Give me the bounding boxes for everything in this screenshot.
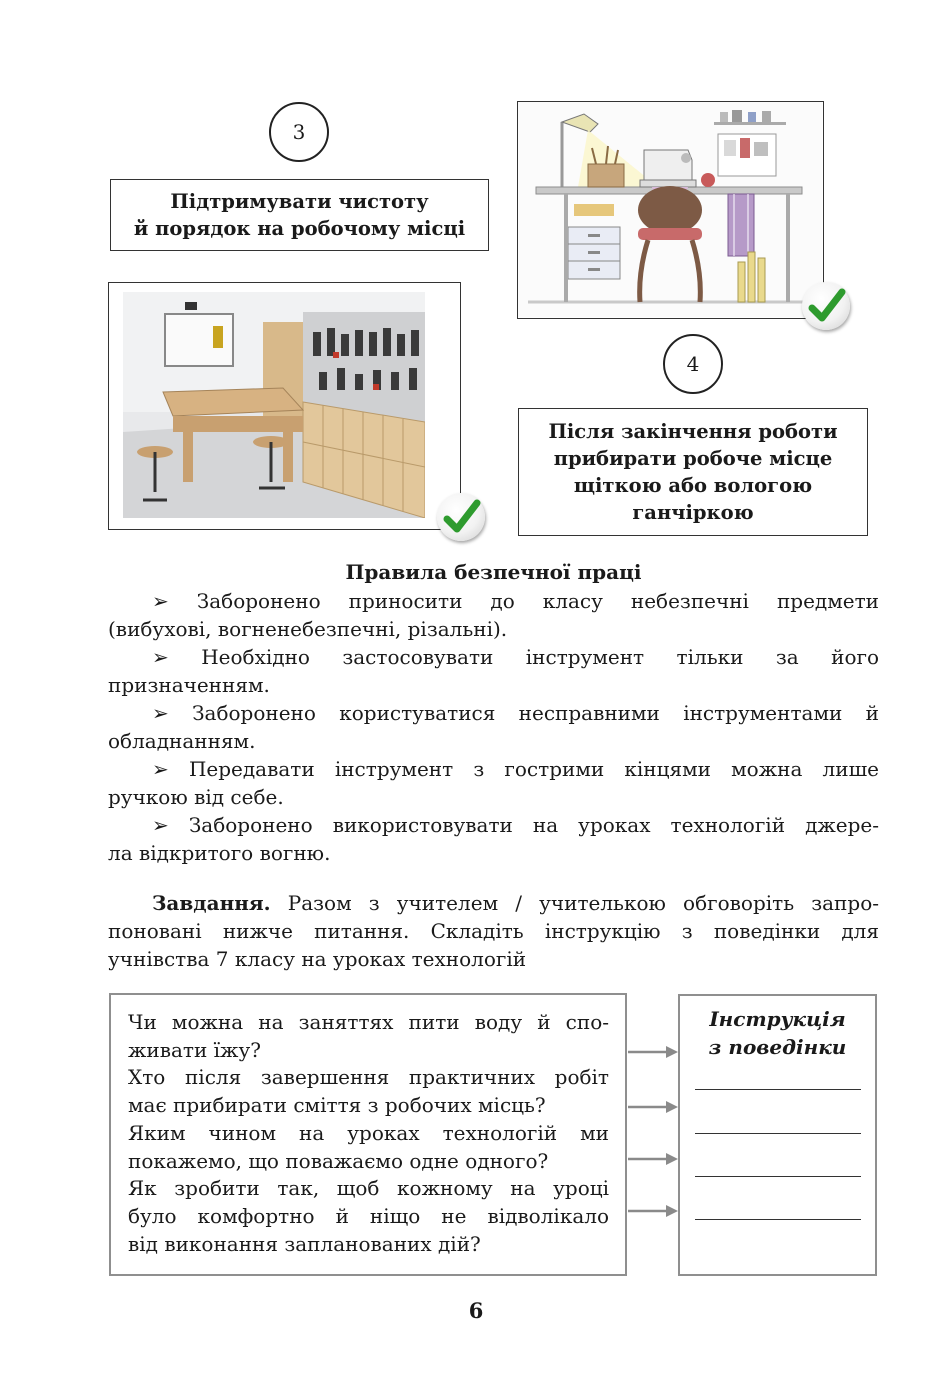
task-text: учнівства 7 класу на уроках технологій: [108, 947, 527, 971]
question-line: Яким чином на уроках технологій ми: [128, 1120, 609, 1145]
answer-line[interactable]: [695, 1176, 861, 1177]
task-label: Завдання.: [152, 891, 271, 915]
question-line: покажемо, що поважаємо одне одного?: [128, 1148, 549, 1173]
safety-rules-title: Правила безпечної праці: [345, 560, 642, 584]
step-number-text: 4: [686, 352, 700, 376]
arrow-right-icon: [666, 1205, 678, 1217]
rule-text: (вибухові, вогненебезпечні, різальні).: [108, 617, 508, 641]
card-3-line: й порядок на робочому місці: [133, 217, 466, 240]
safety-rule-item: [108, 587, 879, 643]
bullet-arrow-icon: ➢: [152, 757, 169, 781]
safety-rule-item: [108, 643, 879, 699]
rule-text: Передавати інструмент з гострими кінцями можна лише: [188, 757, 880, 781]
arrow-right-icon: [666, 1101, 678, 1113]
green-check-icon: [802, 282, 850, 330]
instruction-title: [680, 1005, 875, 1061]
sewing-workspace-illustration: [517, 101, 824, 319]
rule-text: Заборонено приносити до класу небезпечні предмети: [196, 589, 880, 613]
rule-text: Необхідно застосовувати інструмент тільки за його: [201, 645, 880, 669]
task-text: Разом з учителем / учителькою обговоріть запро-: [287, 891, 879, 915]
workshop-photo-frame: [108, 282, 461, 530]
safety-rule-item: [108, 755, 879, 811]
card-3-text-box: [110, 179, 489, 251]
bullet-arrow-icon: ➢: [152, 645, 169, 669]
rule-text: ручкою від себе.: [108, 785, 284, 809]
card-4-text-box: [518, 408, 868, 536]
safety-rules-list: [108, 587, 879, 867]
step-number-text: 3: [292, 120, 306, 144]
card-4-line: щіткою або вологою: [573, 474, 813, 497]
rule-text: Заборонено використовувати на уроках технологій джере-: [188, 813, 880, 837]
card-3-line: Підтримувати чистоту: [170, 190, 429, 213]
step-number-4: [663, 334, 723, 394]
page-number: 6: [468, 1298, 484, 1323]
question-line: Хто після завершення практичних робіт: [128, 1065, 609, 1090]
bullet-arrow-icon: ➢: [152, 589, 169, 613]
question-line: має прибирати сміття з робочих місць?: [128, 1093, 546, 1118]
card-4-line: Після закінчення роботи: [548, 420, 838, 443]
task-text: поновані нижче питання. Складіть інструкцію з поведінки для: [108, 919, 879, 943]
answer-line[interactable]: [695, 1133, 861, 1134]
question-line: Чи можна на заняттях пити воду й спо-: [128, 1010, 609, 1034]
instruction-box: [678, 994, 877, 1276]
arrow-right-icon: [666, 1153, 678, 1165]
task-paragraph: [108, 889, 879, 973]
bullet-arrow-icon: ➢: [152, 701, 169, 725]
rule-text: обладнанням.: [108, 729, 256, 753]
rule-text: Заборонено користуватися несправними інструментами й: [192, 701, 879, 725]
question-line: Як зробити так, щоб кожному на уроці: [128, 1176, 609, 1201]
answer-line[interactable]: [695, 1089, 861, 1090]
workshop-classroom-photo: [123, 292, 425, 518]
answer-line[interactable]: [695, 1219, 861, 1220]
step-number-3: [269, 102, 329, 162]
instruction-title-line: Інструкція: [709, 1007, 846, 1031]
rule-text: ла відкритого вогню.: [108, 841, 331, 865]
card-4-line: прибирати робоче місце: [553, 447, 833, 470]
workspace-drawing: [518, 102, 822, 317]
question-line: було комфортно й ніщо не відволікало: [128, 1203, 609, 1228]
rule-text: призначенням.: [108, 673, 270, 697]
card-4-line: ганчіркою: [632, 501, 754, 524]
questions-text: [128, 1009, 609, 1258]
safety-rule-item: [108, 811, 879, 867]
connector-arrows: [626, 1040, 680, 1230]
green-check-icon: [437, 493, 485, 541]
safety-rule-item: [108, 699, 879, 755]
arrow-right-icon: [666, 1046, 678, 1058]
instruction-title-line: з поведінки: [708, 1035, 847, 1059]
questions-box: [109, 993, 627, 1276]
bullet-arrow-icon: ➢: [152, 813, 169, 837]
question-line: живати їжу?: [128, 1037, 261, 1062]
question-line: від виконання запланованих дій?: [128, 1231, 481, 1256]
